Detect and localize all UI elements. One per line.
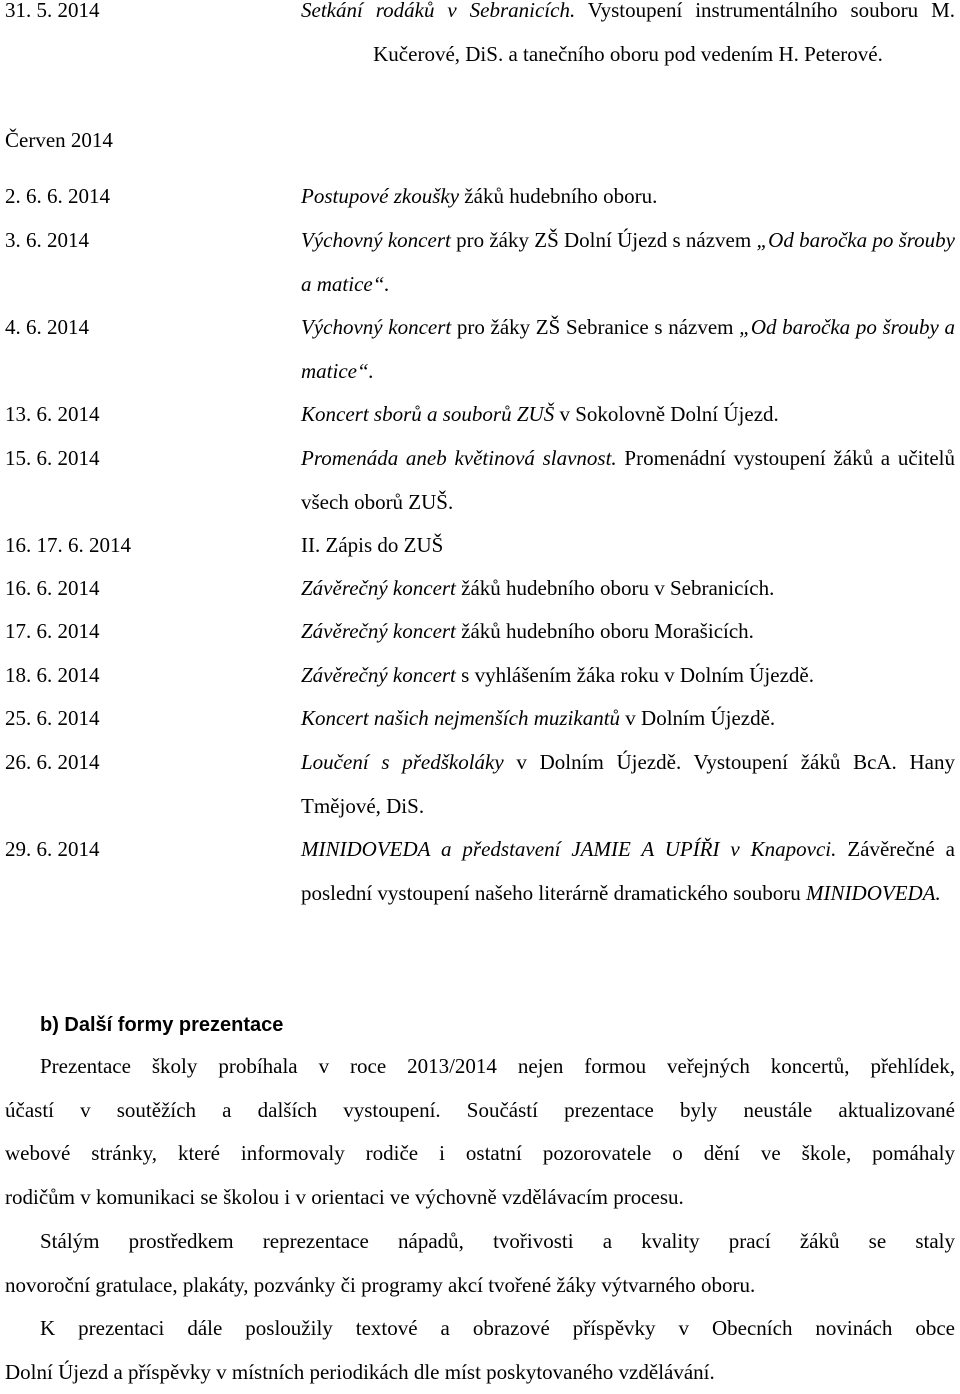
event-detail: Promenádní vystoupení žáků a učitelů všech oborů ZUŠ. bbox=[301, 446, 955, 514]
event-description bbox=[301, 219, 955, 306]
paragraph-line: účastí v soutěžích a dalších vystoupení. Součástí prezentace byly neustále aktualizované bbox=[5, 1089, 955, 1133]
event-description bbox=[301, 175, 955, 219]
event-description bbox=[301, 610, 955, 654]
event-description bbox=[301, 828, 955, 915]
event-detail: v Dolním Újezdě. bbox=[620, 706, 775, 730]
event-detail: II. Zápis do ZUŠ bbox=[301, 533, 443, 557]
event-date: 13. 6. 2014 bbox=[5, 393, 100, 436]
event-detail: Závěrečné a poslední vystoupení našeho literárně dramatického souboru bbox=[301, 837, 955, 905]
month-heading: Červen 2014 bbox=[5, 119, 113, 162]
event-date: 18. 6. 2014 bbox=[5, 654, 100, 697]
event-detail: pro žáky ZŠ Dolní Újezd s názvem bbox=[451, 228, 757, 252]
event-date: 2. 6. 6. 2014 bbox=[5, 175, 110, 218]
paragraph-line: Stálým prostředkem reprezentace nápadů, tvořivosti a kvality prací žáků se staly bbox=[5, 1220, 955, 1264]
event-title: Závěrečný koncert bbox=[301, 576, 456, 600]
paragraph bbox=[5, 1220, 955, 1307]
event-title: Promenáda aneb květinová slavnost. bbox=[301, 446, 617, 470]
event-date: 16. 17. 6. 2014 bbox=[5, 524, 131, 567]
paragraph-line: Prezentace školy probíhala v roce 2013/2014 nejen formou veřejných koncertů, přehlídek, bbox=[5, 1045, 955, 1089]
event-title: Výchovný koncert bbox=[301, 315, 451, 339]
event-description bbox=[301, 741, 955, 828]
event-subtitle: MINIDOVEDA. bbox=[806, 881, 941, 905]
section-heading: b) Další formy prezentace bbox=[40, 1007, 283, 1043]
event-detail: pro žáky ZŠ Sebranice s názvem bbox=[451, 315, 739, 339]
event-title: Závěrečný koncert bbox=[301, 619, 456, 643]
event-title: Koncert našich nejmenších muzikantů bbox=[301, 706, 620, 730]
event-title: Postupové zkoušky bbox=[301, 184, 459, 208]
event-title: Setkání rodáků v Sebranicích. bbox=[301, 0, 575, 22]
paragraph-line: K prezentaci dále posloužily textové a obrazové příspěvky v Obecních novinách obce bbox=[5, 1307, 955, 1351]
event-description bbox=[301, 437, 955, 524]
event-date: 3. 6. 2014 bbox=[5, 219, 89, 262]
event-description bbox=[301, 306, 955, 393]
event-date: 17. 6. 2014 bbox=[5, 610, 100, 653]
event-description bbox=[301, 567, 955, 611]
event-date: 25. 6. 2014 bbox=[5, 697, 100, 740]
paragraph-line: rodičům v komunikaci se školou i v orientaci ve výchovně vzdělávacím procesu. bbox=[5, 1176, 955, 1220]
event-detail: v Sokolovně Dolní Újezd. bbox=[554, 402, 779, 426]
event-title: Loučení s předškoláky bbox=[301, 750, 504, 774]
event-title: Výchovný koncert bbox=[301, 228, 451, 252]
event-date: 26. 6. 2014 bbox=[5, 741, 100, 784]
paragraph-line: webové stránky, které informovaly rodiče i ostatní pozorovatele o dění ve škole, pomáhaly bbox=[5, 1132, 955, 1176]
event-date: 15. 6. 2014 bbox=[5, 437, 100, 480]
paragraph bbox=[5, 1045, 955, 1219]
event-date: 16. 6. 2014 bbox=[5, 567, 100, 610]
event-detail: žáků hudebního oboru Morašicích. bbox=[456, 619, 754, 643]
event-description bbox=[301, 654, 955, 698]
event-date: 29. 6. 2014 bbox=[5, 828, 100, 871]
event-subtitle: „Od baročka po šrouby a matice“. bbox=[301, 315, 955, 383]
event-detail: Vystoupení instrumentálního souboru M. Kučerové, DiS. a tanečního oboru pod vedením H. Peterové. bbox=[373, 0, 955, 66]
event-date: 31. 5. 2014 bbox=[5, 0, 100, 32]
event-title: Závěrečný koncert bbox=[301, 663, 456, 687]
paragraph-line: Dolní Újezd a příspěvky v místních periodikách dle míst poskytovaného vzdělávání. bbox=[5, 1351, 955, 1394]
event-description bbox=[301, 0, 955, 76]
event-detail: v Dolním Újezdě. Vystoupení žáků BcA. Hany Tmějové, DiS. bbox=[301, 750, 955, 818]
event-detail: žáků hudebního oboru v Sebranicích. bbox=[456, 576, 774, 600]
event-description bbox=[301, 524, 955, 568]
event-detail: žáků hudebního oboru. bbox=[459, 184, 657, 208]
event-subtitle: „Od baročka po šrouby a matice“. bbox=[301, 228, 955, 296]
event-detail: s vyhlášením žáka roku v Dolním Újezdě. bbox=[456, 663, 814, 687]
event-title: MINIDOVEDA a představení JAMIE A UPÍŘI v Knapovci. bbox=[301, 837, 836, 861]
event-date: 4. 6. 2014 bbox=[5, 306, 89, 349]
event-description bbox=[301, 393, 955, 437]
paragraph bbox=[5, 1307, 955, 1394]
event-title: Koncert sborů a souborů ZUŠ bbox=[301, 402, 554, 426]
paragraph-line: novoroční gratulace, plakáty, pozvánky či programy akcí tvořené žáky výtvarného oboru. bbox=[5, 1264, 955, 1308]
event-description bbox=[301, 697, 955, 741]
